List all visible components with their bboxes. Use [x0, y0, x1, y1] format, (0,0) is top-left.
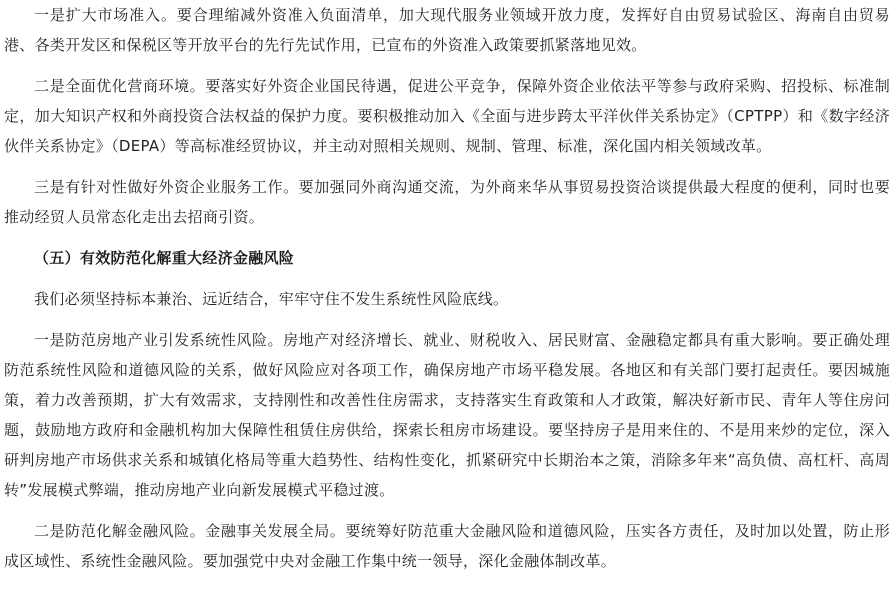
paragraph-business-environment: 二是全面优化营商环境。要落实好外资企业国民待遇，促进公平竞争，保障外资企业依法平等参与政府采购、招投标、标准制定，加大知识产权和外商投资合法权益的保护力度。要积极推动加入《全面与进步跨太平洋伙伴关系协定》（CPTPP）和《数字经济伙伴关系协定》（DEPA）等高标准经贸协议，并主动对照相关规则、规制、管理、标准，深化国内相关领域改革。	[4, 77, 890, 155]
paragraph-gap	[4, 273, 890, 284]
paragraph-gap	[4, 60, 890, 71]
paragraph-market-access: 一是扩大市场准入。要合理缩减外资准入负面清单，加大现代服务业领域开放力度，发挥好自由贸易试验区、海南自由贸易港、各类开发区和保税区等开放平台的先行先试作用，已宣布的外资准入政策要抓紧落地见效。	[4, 6, 890, 54]
paragraph-gap	[4, 314, 890, 325]
paragraph-foreign-enterprise-service: 三是有针对性做好外资企业服务工作。要加强同外商沟通交流，为外商来华从事贸易投资洽谈提供最大程度的便利，同时也要推动经贸人员常态化走出去招商引资。	[4, 178, 890, 226]
paragraph-financial-risk: 二是防范化解金融风险。金融事关发展全局。要统筹好防范重大金融风险和道德风险，压实各方责任，及时加以处置，防止形成区域性、系统性金融风险。要加强党中央对金融工作集中统一领导，深化金融体制改革。	[4, 522, 890, 570]
section-heading: （五）有效防范化解重大经济金融风险	[34, 249, 295, 267]
paragraph-gap	[4, 505, 890, 516]
paragraph-real-estate-risk: 一是防范房地产业引发系统性风险。房地产对经济增长、就业、财税收入、居民财富、金融稳定都具有重大影响。要正确处理防范系统性风险和道德风险的关系，做好风险应对各项工作，确保房地产市场平稳发展。各地区和有关部门要打起责任。要因城施策，着力改善预期，扩大有效需求，支持刚性和改善性住房需求，支持落实生育政策和人才政策，解决好新市民、青年人等住房问题，鼓励地方政府和金融机构加大保障性租赁住房供给，探索长租房市场建设。要坚持房子是用来住的、不是用来炒的定位，深入研判房地产市场供求关系和城镇化格局等重大趋势性、结构性变化，抓紧研究中长期治本之策，消除多年来“高负债、高杠杆、高周转”发展模式弊端，推动房地产业向新发展模式平稳过渡。	[4, 331, 890, 499]
paragraph-gap	[4, 232, 890, 243]
paragraph-gap	[4, 161, 890, 172]
paragraph-intro: 我们必须坚持标本兼治、远近结合，牢牢守住不发生系统性风险底线。	[34, 290, 509, 308]
